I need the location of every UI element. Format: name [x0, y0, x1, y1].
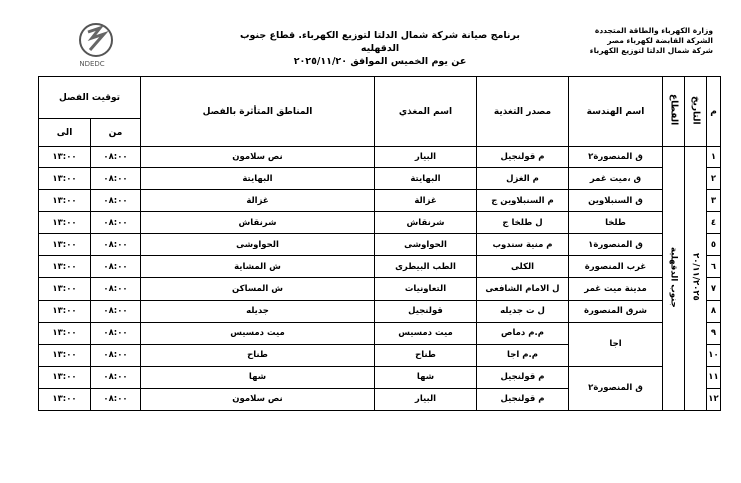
row-number: ١٠ — [707, 344, 721, 366]
title-line-2: عن يوم الخميس الموافق ٢٠٢٥/١١/٢٠ — [293, 56, 467, 67]
time-from-cell: ٠٨:٠٠ — [91, 388, 141, 410]
time-from-cell: ٠٨:٠٠ — [91, 300, 141, 322]
time-from-cell: ٠٨:٠٠ — [91, 147, 141, 168]
col-header-engineering: اسم الهندسة — [569, 77, 663, 147]
time-to-cell: ١٣:٠٠ — [39, 278, 91, 300]
feeder-cell: البيار — [375, 147, 477, 168]
engineering-cell: طلخا — [569, 212, 663, 234]
org-line: الشركة القابضة لكهرباء مصر — [607, 36, 713, 45]
time-to-cell: ١٣:٠٠ — [39, 344, 91, 366]
time-from-cell: ٠٨:٠٠ — [91, 278, 141, 300]
areas-cell: البهايتة — [141, 168, 375, 190]
feeder-cell: طناح — [375, 344, 477, 366]
time-to-cell: ١٣:٠٠ — [39, 300, 91, 322]
time-to-cell: ١٣:٠٠ — [39, 256, 91, 278]
engineering-cell: مدينة ميت غمر — [569, 278, 663, 300]
col-header-areas: المناطق المتأثرة بالفصل — [141, 77, 375, 147]
source-cell: م.م اجا — [477, 344, 569, 366]
row-number: ٧ — [707, 278, 721, 300]
row-number: ٥ — [707, 234, 721, 256]
org-line: وزارة الكهرباء والطاقة المتجددة — [594, 26, 713, 35]
col-header-to: الى — [39, 119, 91, 147]
source-cell: ل ت جديله — [477, 300, 569, 322]
feeder-cell: الطب البيطرى — [375, 256, 477, 278]
areas-cell: نص سلامون — [141, 388, 375, 410]
engineering-cell: ق المنصورة٢ — [569, 147, 663, 168]
row-number: ١ — [707, 147, 721, 168]
source-cell: م.م دماص — [477, 322, 569, 344]
feeder-cell: شرنقاش — [375, 212, 477, 234]
maintenance-schedule-table — [38, 76, 721, 411]
areas-cell: شرنقاش — [141, 212, 375, 234]
source-cell: ل طلخا ج — [477, 212, 569, 234]
engineering-cell: اجا — [569, 322, 663, 366]
organization-header — [563, 26, 713, 56]
engineering-cell: ق المنصورة١ — [569, 234, 663, 256]
col-header-source: مصدر التغذية — [477, 77, 569, 147]
row-number: ٣ — [707, 190, 721, 212]
source-cell: م منية سندوب — [477, 234, 569, 256]
col-header-from: من — [91, 119, 141, 147]
source-cell: م قولنجيل — [477, 366, 569, 388]
feeder-cell: ميت دمسيس — [375, 322, 477, 344]
areas-cell: ميت دمسيس — [141, 322, 375, 344]
time-from-cell: ٠٨:٠٠ — [91, 344, 141, 366]
engineering-cell: ق المنصورة٢ — [569, 366, 663, 410]
areas-cell: ش المشاية — [141, 256, 375, 278]
time-to-cell: ١٣:٠٠ — [39, 234, 91, 256]
time-from-cell: ٠٨:٠٠ — [91, 212, 141, 234]
time-to-cell: ١٣:٠٠ — [39, 168, 91, 190]
feeder-cell: البهايتة — [375, 168, 477, 190]
row-number: ٨ — [707, 300, 721, 322]
sector-cell: جنوب الدقهلية — [663, 147, 685, 411]
areas-cell: شها — [141, 366, 375, 388]
feeder-cell: قولنجيل — [375, 300, 477, 322]
time-to-cell: ١٣:٠٠ — [39, 147, 91, 168]
source-cell: م قولنجيل — [477, 147, 569, 168]
engineering-cell: شرق المنصورة — [569, 300, 663, 322]
time-to-cell: ١٣:٠٠ — [39, 322, 91, 344]
source-cell: م قولنجيل — [477, 388, 569, 410]
time-from-cell: ٠٨:٠٠ — [91, 190, 141, 212]
feeder-cell: شها — [375, 366, 477, 388]
company-logo — [62, 20, 122, 70]
feeder-cell: البيار — [375, 388, 477, 410]
time-to-cell: ١٣:٠٠ — [39, 366, 91, 388]
engineering-cell: غرب المنصورة — [569, 256, 663, 278]
areas-cell: غزالة — [141, 190, 375, 212]
areas-cell: ش المساكن — [141, 278, 375, 300]
time-from-cell: ٠٨:٠٠ — [91, 322, 141, 344]
source-cell: ل الامام الشافعى — [477, 278, 569, 300]
org-line: شركة شمال الدلتا لتوزيع الكهرباء — [589, 46, 713, 55]
time-to-cell: ١٣:٠٠ — [39, 388, 91, 410]
row-number: ١١ — [707, 366, 721, 388]
source-cell: م الغزل — [477, 168, 569, 190]
time-to-cell: ١٣:٠٠ — [39, 190, 91, 212]
col-header-date: التاريخ — [685, 77, 707, 147]
logo-text: NDEDC — [79, 60, 105, 68]
col-header-feeder: اسم المغذي — [375, 77, 477, 147]
row-number: ٦ — [707, 256, 721, 278]
row-number: ٤ — [707, 212, 721, 234]
areas-cell: نص سلامون — [141, 147, 375, 168]
row-number: ١٢ — [707, 388, 721, 410]
time-from-cell: ٠٨:٠٠ — [91, 234, 141, 256]
col-header-num: م — [707, 77, 721, 147]
document-title — [230, 29, 530, 68]
col-header-sector: القطاع — [663, 77, 685, 147]
time-to-cell: ١٣:٠٠ — [39, 212, 91, 234]
feeder-cell: التعاونيات — [375, 278, 477, 300]
areas-cell: طناح — [141, 344, 375, 366]
engineering-cell: ق ،ميت غمر — [569, 168, 663, 190]
col-header-timing: توقيت الفصل — [39, 77, 141, 119]
engineering-cell: ق السنبلاوين — [569, 190, 663, 212]
time-from-cell: ٠٨:٠٠ — [91, 366, 141, 388]
areas-cell: الحواوشى — [141, 234, 375, 256]
date-cell: ٢٠/١١/٢٠٢٥ — [685, 147, 707, 411]
source-cell: الكلى — [477, 256, 569, 278]
title-line-1: برنامج صيانة شركة شمال الدلتا لتوزيع الكهرباء. قطاع جنوب الدقهليه — [240, 30, 520, 54]
row-number: ٩ — [707, 322, 721, 344]
row-number: ٢ — [707, 168, 721, 190]
time-from-cell: ٠٨:٠٠ — [91, 256, 141, 278]
time-from-cell: ٠٨:٠٠ — [91, 168, 141, 190]
areas-cell: جديله — [141, 300, 375, 322]
feeder-cell: غزالة — [375, 190, 477, 212]
feeder-cell: الحواوشى — [375, 234, 477, 256]
source-cell: م السنبلاوين ج — [477, 190, 569, 212]
